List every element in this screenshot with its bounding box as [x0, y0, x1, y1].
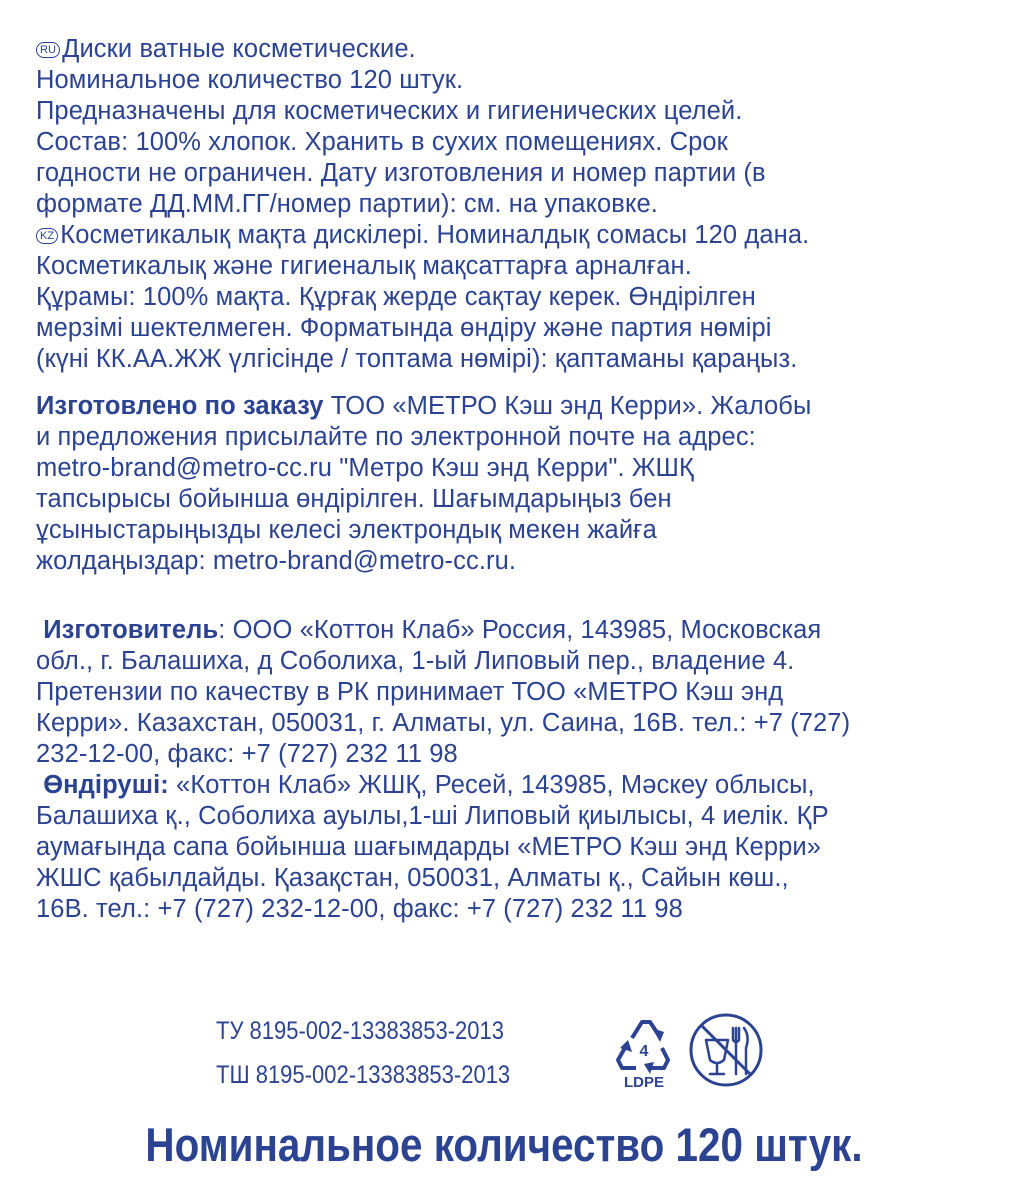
standard-tu: ТУ 8195-002-13383853-2013 — [216, 1017, 504, 1045]
ru-line: Номинальное количество 120 штук. — [36, 66, 464, 94]
kz-line-1: KZ Косметикалық мақта дискілері. Номиналдық сомасы 120 дана. — [36, 220, 986, 251]
maker-kz-label: Өндіруші: — [43, 771, 169, 799]
maker-ru-label: Изготовитель — [43, 616, 219, 644]
kz-line: (күні КК.АА.ЖЖ үлгісінде / топтама нөмірі): қаптаманы қараңыз. — [36, 345, 798, 373]
maker-kz-line-1: Өндіруші: «Коттон Клаб» ЖШҚ, Ресей, 143985, Мәскеу облысы, — [43, 771, 815, 799]
order-line: metro-brand@metro-cc.ru "Метро Кэш энд Керри". ЖШҚ — [36, 454, 694, 482]
footer-quantity: Номинальное количество 120 штук. — [145, 1118, 864, 1171]
order-label: Изготовлено по заказу — [36, 392, 324, 420]
recycle-label: LDPE — [623, 1074, 665, 1090]
order-line: жолдаңыздар: metro-brand@metro-cc.ru. — [36, 547, 517, 575]
kz-badge: KZ — [36, 228, 58, 244]
not-for-food-icon — [686, 1010, 766, 1090]
recycle-number: 4 — [639, 1043, 649, 1060]
kz-line: мерзімі шектелмеген. Форматында өндіру және партия нөмірі — [36, 314, 772, 342]
maker-kz-line: ЖШС қабылдайды. Қазақстан, 050031, Алматы қ., Сайын көш., — [36, 864, 789, 892]
kz-line: Құрамы: 100% мақта. Құрғақ жерде сақтау керек. Өндірілген — [36, 283, 756, 311]
ru-badge: RU — [36, 42, 60, 58]
maker-ru-line: Претензии по качеству в РК принимает ТОО «МЕТРО Кэш энд — [36, 678, 784, 706]
kz-line: Косметикалық және гигиеналық мақсаттарға арналған. — [36, 252, 692, 280]
standard-tsh: ТШ 8195-002-13383853-2013 — [216, 1061, 511, 1089]
maker-ru-line: 232-12-00, факс: +7 (727) 232 11 98 — [36, 740, 458, 768]
ru-line-1: RU Диски ватные косметические. — [36, 34, 986, 65]
order-line-1: Изготовлено по заказу ТОО «МЕТРО Кэш энд Керри». Жалобы — [36, 392, 812, 420]
order-line: ұсыныстарыңызды келесі электрондық мекен жайға — [36, 516, 657, 544]
maker-kz-line: 16В. тел.: +7 (727) 232-12-00, факс: +7 (727) 232 11 98 — [36, 895, 683, 923]
ru-line: Состав: 100% хлопок. Хранить в сухих помещениях. Срок — [36, 128, 728, 156]
maker-ru-line: обл., г. Балашиха, д Соболиха, 1-ый Липовый пер., владение 4. — [36, 647, 795, 675]
maker-kz-line: аумағында сапа бойынша шағымдарды «МЕТРО Кэш энд Керри» — [36, 833, 822, 861]
ru-line: Предназначены для косметических и гигиенических целей. — [36, 97, 743, 125]
ru-line: годности не ограничен. Дату изготовления и номер партии (в — [36, 159, 766, 187]
maker-ru-line-1: Изготовитель: ООО «Коттон Клаб» Россия, 143985, Московская — [43, 616, 822, 644]
maker-kz-line: Балашиха қ., Соболиха ауылы,1-ші Липовый қиылысы, 4 иелік. ҚР — [36, 802, 829, 830]
maker-ru-line: Керри». Казахстан, 050031, г. Алматы, ул. Саина, 16В. тел.: +7 (727) — [36, 709, 851, 737]
recycle-ldpe-icon — [606, 1010, 682, 1090]
ru-line: формате ДД.ММ.ГГ/номер партии): см. на упаковке. — [36, 190, 658, 218]
order-line: тапсырысы бойынша өндірілген. Шағымдарыңыз бен — [36, 485, 672, 513]
label-text — [36, 34, 986, 925]
order-line: и предложения присылайте по электронной почте на адрес: — [36, 423, 756, 451]
